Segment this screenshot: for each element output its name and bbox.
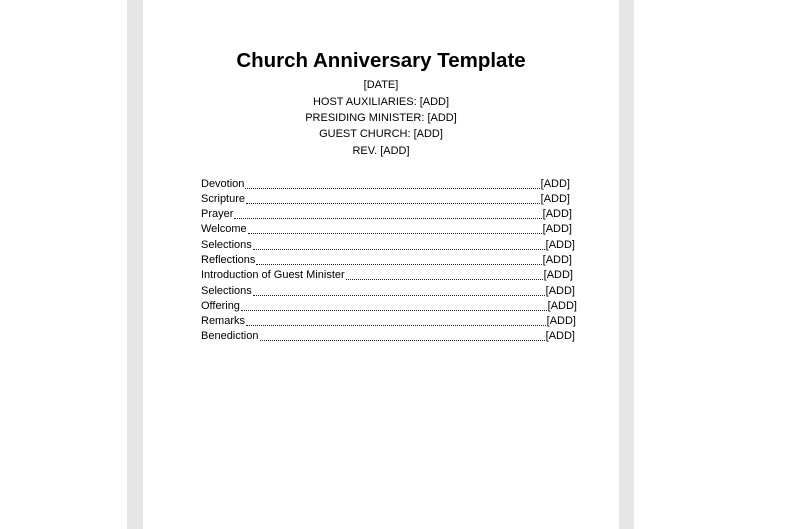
document-page[interactable] (143, 0, 619, 529)
reverend-line: REV. [ADD] (352, 145, 410, 157)
date-line: [DATE] (363, 79, 399, 91)
program-item-value: [ADD] (542, 254, 572, 266)
program-item-value: [ADD] (545, 330, 575, 342)
program-row (201, 329, 575, 344)
right-page-gutter (619, 0, 634, 529)
dot-leader (252, 284, 546, 299)
dot-leader (259, 329, 546, 344)
program-row (201, 314, 576, 329)
program-row (201, 268, 573, 283)
dot-leader (245, 314, 547, 329)
program-row (201, 238, 575, 253)
dot-leader (252, 238, 546, 253)
document-title: Church Anniversary Template (236, 49, 526, 72)
host-auxiliaries-line: HOST AUXILIARIES: [ADD] (312, 96, 450, 108)
dot-leader (247, 222, 543, 237)
program-item-value: [ADD] (542, 208, 572, 220)
program-item-label: Benediction (201, 330, 259, 342)
dot-leader (345, 268, 544, 283)
program-item-label: Remarks (201, 315, 246, 327)
dot-leader (255, 253, 542, 268)
program-item-value: [ADD] (543, 269, 573, 281)
program-item-value: [ADD] (542, 223, 572, 235)
program-item-label: Selections (201, 285, 252, 297)
program-row (201, 222, 572, 237)
program-item-value: [ADD] (540, 178, 570, 190)
program-item-value: [ADD] (546, 315, 576, 327)
program-item-value: [ADD] (545, 239, 575, 251)
guest-church-line: GUEST CHURCH: [ADD] (319, 128, 443, 140)
program-item-label: Devotion (201, 178, 245, 190)
program-row (201, 192, 570, 207)
program-item-label: Introduction of Guest Minister (201, 269, 345, 281)
dot-leader (244, 177, 540, 192)
program-row (201, 284, 575, 299)
program-item-label: Welcome (201, 223, 247, 235)
program-row (201, 253, 572, 268)
program-row (201, 207, 572, 222)
program-item-label: Prayer (201, 208, 234, 220)
program-item-value: [ADD] (540, 193, 570, 205)
program-item-label: Offering (201, 300, 240, 312)
left-page-gutter (127, 0, 143, 529)
program-item-value: [ADD] (547, 300, 577, 312)
dot-leader (233, 207, 542, 222)
dot-leader (245, 192, 541, 207)
program-item-value: [ADD] (545, 285, 575, 297)
program-item-label: Reflections (201, 254, 256, 266)
program-item-label: Selections (201, 239, 252, 251)
presiding-minister-line: PRESIDING MINISTER: [ADD] (305, 112, 457, 124)
program-item-label: Scripture (201, 193, 246, 205)
dot-leader (240, 299, 548, 314)
program-row (201, 177, 570, 192)
program-row (201, 299, 577, 314)
